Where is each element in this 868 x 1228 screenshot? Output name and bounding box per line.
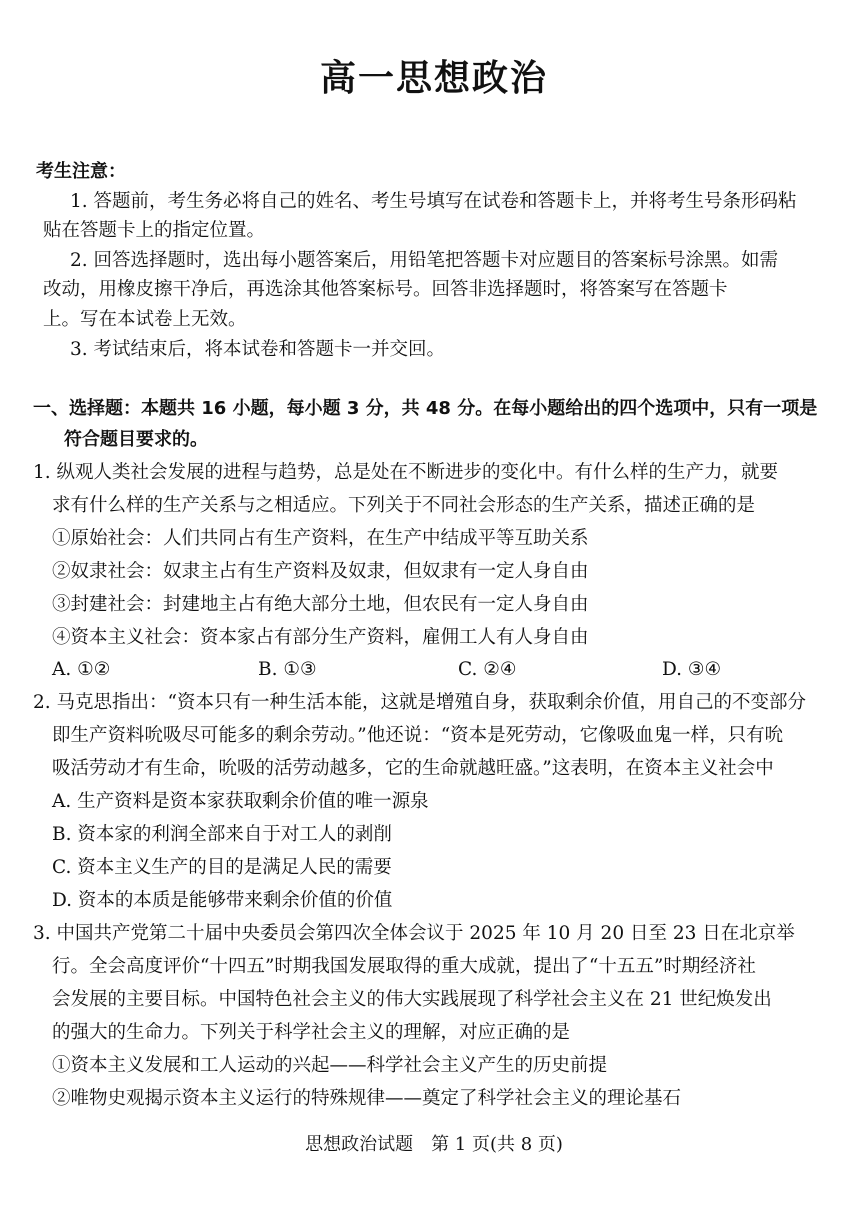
page-footer: 思想政治试题 第 1 页(共 8 页) [305,1134,563,1155]
question-2-option-d: D. 资本的本质是能够带来剩余价值的价值 [52,890,393,911]
question-1-statement: ②奴隶社会：奴隶主占有生产资料及奴隶，但奴隶有一定人身自由 [52,561,589,582]
notice-item: 贴在答题卡上的指定位置。 [43,220,266,241]
question-2-option-c: C. 资本主义生产的目的是满足人民的需要 [52,857,392,878]
question-2-option-b: B. 资本家的利润全部来自于对工人的剥削 [52,824,392,845]
question-3-stem: 会发展的主要目标。中国特色社会主义的伟大实践展现了科学社会主义在 21 世纪焕发出 [52,989,772,1010]
question-1-option-b: B. ①③ [258,659,317,680]
notice-item: 3. 考试结束后，将本试卷和答题卡一并交回。 [70,339,446,360]
question-1-statement: ①原始社会：人们共同占有生产资料，在生产中结成平等互助关系 [52,528,589,549]
question-3-stem: 3. 中国共产党第二十届中央委员会第四次全体会议于 2025 年 10 月 20 日至 23 日在北京举 [33,923,795,944]
question-2-stem: 即生产资料吮吸尽可能多的剩余劳动。”他还说：“资本是死劳动，它像吸血鬼一样，只有吮 [52,725,784,746]
notice-item: 1. 答题前，考生务必将自己的姓名、考生号填写在试卷和答题卡上，并将考生号条形码粘 [70,191,797,212]
question-1-statement: ③封建社会：封建地主占有绝大部分土地，但农民有一定人身自由 [52,594,589,615]
notice-item: 上。写在本试卷上无效。 [43,309,247,330]
question-1-stem: 求有什么样的生产关系与之相适应。下列关于不同社会形态的生产关系，描述正确的是 [52,495,756,516]
section-heading: 一、选择题：本题共 16 小题，每小题 3 分，共 48 分。在每小题给出的四个选项中，只有一项是 [33,398,818,419]
question-3-statement: ①资本主义发展和工人运动的兴起——科学社会主义产生的历史前提 [52,1055,608,1076]
question-1-statement: ④资本主义社会：资本家占有部分生产资料，雇佣工人有人身自由 [52,627,589,648]
question-2-stem: 吸活劳动才有生命，吮吸的活劳动越多，它的生命就越旺盛。”这表明，在资本主义社会中 [52,758,774,779]
question-3-stem: 的强大的生命力。下列关于科学社会主义的理解，对应正确的是 [52,1022,571,1043]
question-2-stem: 2. 马克思指出：“资本只有一种生活本能，这就是增殖自身，获取剩余价值，用自己的不变部分 [33,692,806,713]
section-heading-cont: 符合题目要求的。 [64,429,208,450]
notice-heading: 考生注意： [36,161,126,182]
question-1-option-a: A. ①② [52,659,111,680]
question-2-option-a: A. 生产资料是资本家获取剩余价值的唯一源泉 [52,791,429,812]
question-3-statement: ②唯物史观揭示资本主义运行的特殊规律——奠定了科学社会主义的理论基石 [52,1088,682,1109]
page-title: 高一思想政治 [319,58,548,99]
notice-item: 改动，用橡皮擦干净后，再选涂其他答案标号。回答非选择题时，将答案写在答题卡 [43,279,728,300]
notice-item: 2. 回答选择题时，选出每小题答案后，用铅笔把答题卡对应题目的答案标号涂黑。如需 [70,250,779,271]
question-1-option-c: C. ②④ [458,659,517,680]
question-3-stem: 行。全会高度评价“十四五”时期我国发展取得的重大成就，提出了“十五五”时期经济社 [52,956,756,977]
question-1-option-d: D. ③④ [662,659,722,680]
question-1-stem: 1. 纵观人类社会发展的进程与趋势，总是处在不断进步的变化中。有什么样的生产力，就要 [33,462,779,483]
